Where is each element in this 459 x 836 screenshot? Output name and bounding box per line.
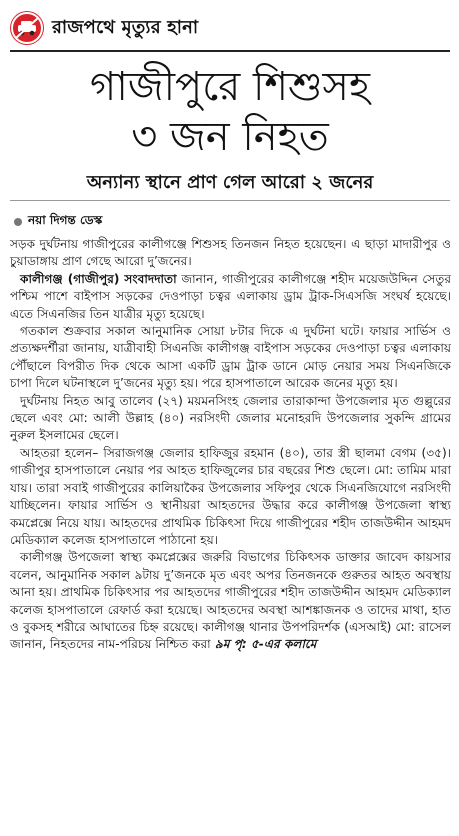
paragraph-5: আহতরা হলেন– সিরাজগঞ্জ জেলার হাফিজুর রহমান (৪০), তার স্ত্রী ছালমা বেগম (৩৫)। গাজীপুর হাসপাতালে নেয়ার পর আহত হাফিজুলের চার বছরের শিশু ছেলে। মো: তামিম মারা যায়। তারা সবাই গাজীপুরের কালিয়াকৈর উপজেলার সফিপুর থেকে সিএনজিযোগে নরসিংদী যাচ্ছিলেন। ফায়ার সার্ভিস ও স্থানীয়রা আহতদের উদ্ধার করে কালীগঞ্জ উপজেলা স্বাস্থ্য কমপ্লেক্সে নিয়ে যায়। আহতদের প্রাথমিক চিকিৎসা দিয়ে গাজীপুরের শহীদ তাজউদ্দীন আহমদ মেডিক্যাল কলেজ হাসপাতালে পাঠানো হয়। <box>10 445 451 547</box>
byline <box>14 212 102 232</box>
paragraph-4: দুর্ঘটনায় নিহত আবু তালেব (২৭) ময়মনসিংহ জেলার তারাকান্দা উপজেলার মৃত গুল্লুরের ছেলে এবং মো: আলী উল্লাহ (৪০) নরসিংদী জেলার মনোহরদি উপজেলার সুকন্দি গ্রামের নুরুল ইসলামের ছেলে। <box>10 393 451 443</box>
headline <box>10 62 450 162</box>
paragraph-1: সড়ক দুর্ঘটনায় গাজীপুরের কালীগঞ্জে শিশুসহ তিনজন নিহত হয়েছেন। এ ছাড়া মাদারীপুর ও চুয়াডাঙ্গায় প্রাণ গেছে আরো দু’জনের। <box>10 237 451 269</box>
section-title: রাজপথে মৃত্যুর হানা <box>52 16 199 38</box>
paragraph-2-text: জানান, গাজীপুরের কালীগঞ্জে শহীদ ময়েজউদ্দিন সেতুর পশ্চিম পাশে বাইপাস সড়কের দেওপাড়া চত্বর এলাকায় ড্রাম ট্রাক-সিএসজি সংঘর্ষ হয়েছে। এতে সিএনজির তিন যাত্রীর মৃত্যু হয়েছে। <box>10 271 451 321</box>
subheadline: অন্যান্য স্থানে প্রাণ গেল আরো ২ জনের <box>86 172 374 193</box>
header-divider <box>10 50 450 52</box>
paragraph-6 <box>10 549 451 653</box>
accident-car-icon <box>10 11 44 45</box>
dateline: কালীগঞ্জ (গাজীপুর) সংবাদদাতা <box>20 271 177 286</box>
bullet-icon <box>14 218 22 226</box>
subhead-divider <box>10 200 450 201</box>
byline-text: নয়া দিগন্ত ডেস্ক <box>28 213 103 227</box>
paragraph-2 <box>10 271 451 323</box>
headline-line-1: গাজীপুরে শিশুসহ <box>90 64 370 110</box>
section-header <box>10 8 450 48</box>
article-body <box>10 236 451 654</box>
headline-line-2: ৩ জন নিহত <box>131 114 329 160</box>
paragraph-3: গতকাল শুক্রবার সকাল আনুমানিক সোয়া ৮টার দিকে এ দুর্ঘটনা ঘটে। ফায়ার সার্ভিস ও প্রত্যক্ষদর্শীরা জানায়, যাত্রীবাহী সিএনজি কালীগঞ্জ বাইপাস সড়কের দেওপাড়া চত্বর এলাকায় পৌঁছালে বিপরীত দিক থেকে আসা একটি ড্রাম ট্রাক ডানে মোড় নেয়ার সময় সিএনজিকে চাপা দিলে ঘটনাস্থলে দু’জনের মৃত্যু হয়। পরে হাসপাতালে আরেক জনের মৃত্যু হয়। <box>10 324 451 391</box>
paragraph-6-text: কালীগঞ্জ উপজেলা স্বাস্থ্য কমপ্লেক্সের জরুরি বিভাগের চিকিৎসক ডাক্তার জাবেদ কায়সার বলেন, আনুমানিক সকাল ৯টায় দু’জনকে মৃত এবং অপর তিনজনকে গুরুতর আহত অবস্থায় আনা হয়। প্রাথমিক চিকিৎসার পর আহতদের গাজীপুরের শহীদ তাজউদ্দীন আহমদ মেডিক্যাল কলেজ হাসপাতালে রেফার্ড করা হয়েছে। আহতদের অবস্থা আশঙ্কাজনক ও তাদের মাথা, হাত ও বুকসহ শরীরে আঘাতের চিহ্ন রয়েছে। কালীগঞ্জ থানার উপপরিদর্শক (এসআই) মো: রাসেল জানান, নিহতদের নাম-পরিচয় নিশ্চিত করা <box>10 550 451 652</box>
continued-jump-link[interactable]: ৯ম পৃ: ৫-এর কলামে <box>210 637 317 652</box>
